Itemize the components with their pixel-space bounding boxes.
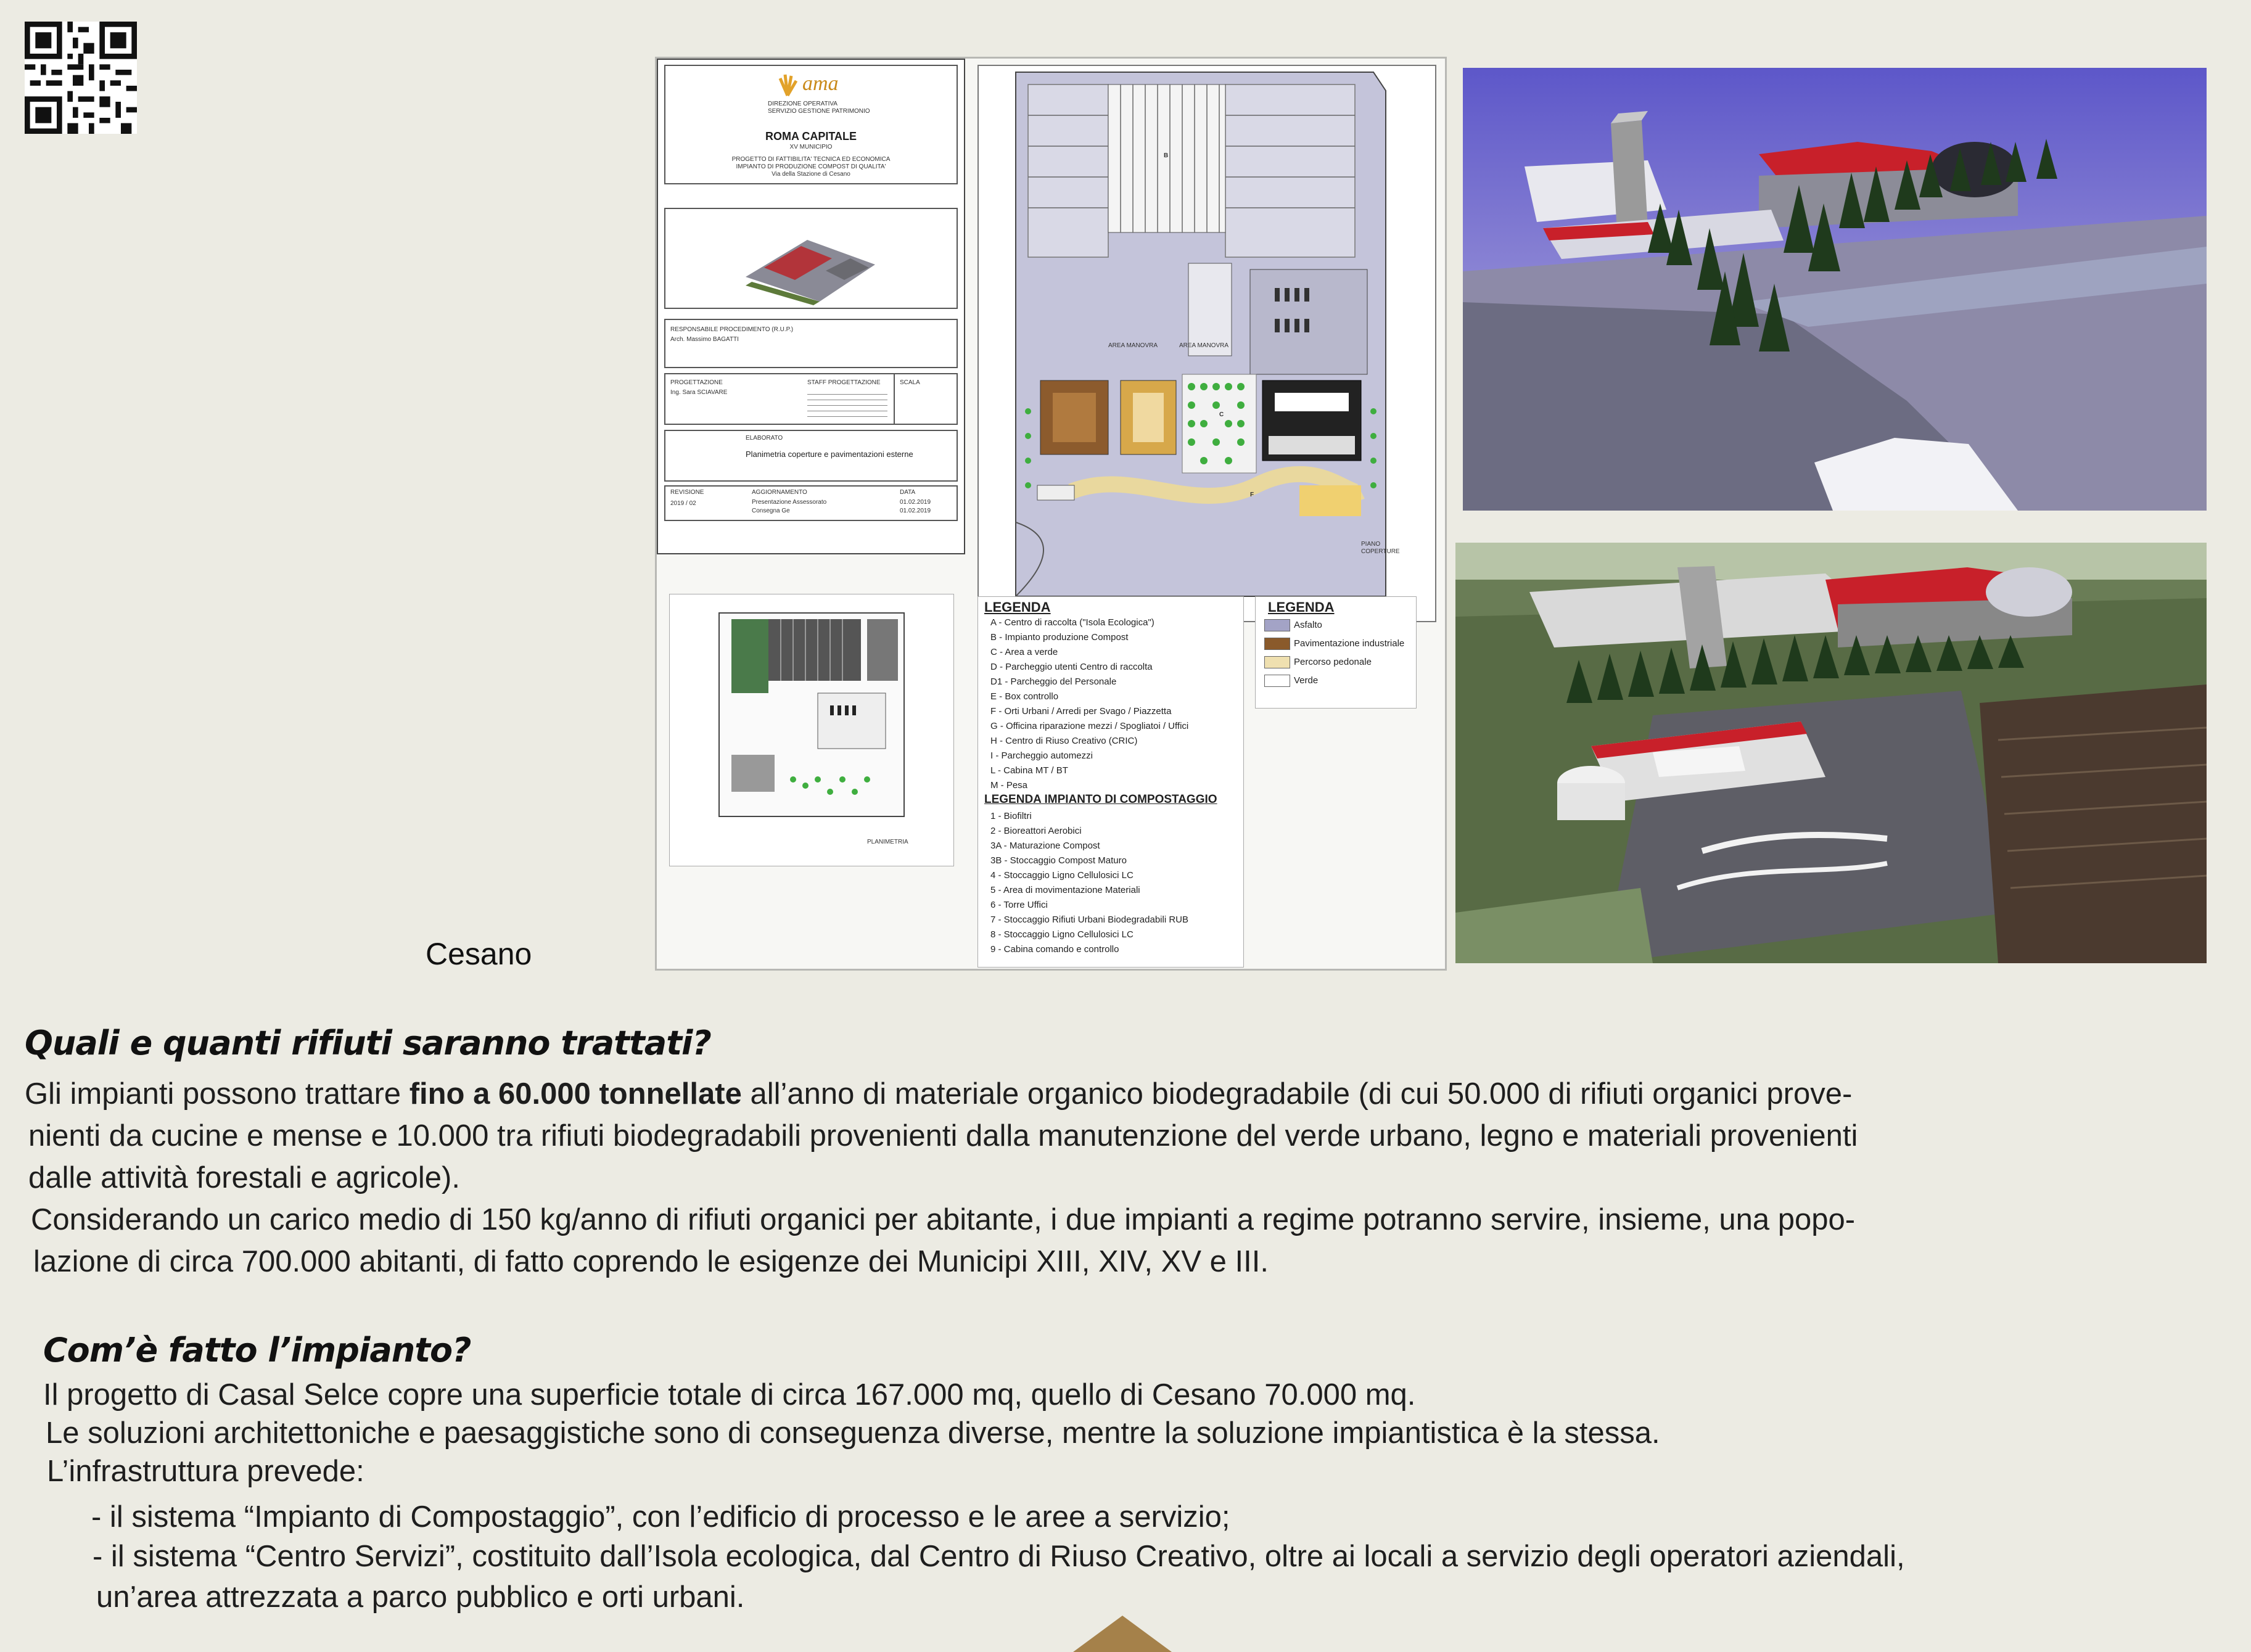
highlight-capacity: fino a 60.000 tonnellate <box>409 1077 742 1111</box>
plan-label-area-manovra: AREA MANOVRA <box>1108 342 1158 349</box>
section2-bullet: - il sistema “Centro Servizi”, costituito dall’Isola ecologica, dal Centro di Riuso Creativo, oltre ai locali a servizio degli operatori aziendali, <box>93 1540 1905 1573</box>
legend-main <box>977 596 1244 968</box>
legend-items <box>990 615 1188 793</box>
plan-corner-label: COPERTURE <box>1361 548 1400 555</box>
client-name: ROMA CAPITALE <box>765 130 857 142</box>
legend-item: L - Cabina MT / BT <box>990 765 1068 776</box>
surface-legend-item: Asfalto <box>1294 620 1322 630</box>
legend-item: E - Box controllo <box>990 691 1059 702</box>
plan-letter: B <box>1164 152 1169 159</box>
project-line-1: PROGETTO DI FATTIBILITA' TECNICA ED ECONOMICA <box>731 156 891 163</box>
legend-item: G - Officina riparazione mezzi / Spogliatoi / Uffici <box>990 721 1189 731</box>
drawing-title: Planimetria coperture e pavimentazioni esterne <box>746 450 913 459</box>
legend-item: F - Orti Urbani / Arredi per Svago / Piazzetta <box>990 706 1172 717</box>
small-plan-label: PLANIMETRIA <box>867 839 908 845</box>
update-row: Presentazione Assessorato <box>752 499 827 506</box>
compost-legend-item: 4 - Stoccaggio Ligno Cellulosici LC <box>990 870 1134 881</box>
compost-legend-items <box>990 809 1188 957</box>
legend-item: B - Impianto produzione Compost <box>990 632 1129 643</box>
section1-line: lazione di circa 700.000 abitanti, di fatto coprendo le esigenze dei Municipi XIII, XIV, XV e III. <box>33 1245 1269 1278</box>
surface-legend-item: Pavimentazione industriale <box>1294 638 1405 649</box>
asphalt-swatch <box>1264 619 1290 631</box>
surface-legend-item: Verde <box>1294 675 1319 686</box>
section2-bullet: - il sistema “Impianto di Compostaggio”, con l’edificio di processo e le aree a servizio; <box>91 1500 1230 1534</box>
scale-label: SCALA <box>900 379 920 386</box>
drawing-sheet <box>655 57 1447 971</box>
revision-box <box>664 485 958 521</box>
drawing-label: ELABORATO <box>746 435 783 442</box>
compost-legend-item: 1 - Biofiltri <box>990 811 1032 821</box>
legend-item: H - Centro di Riuso Creativo (CRIC) <box>990 736 1138 746</box>
section2-heading: Com’è fatto l’impianto? <box>43 1331 471 1370</box>
date-row: 01.02.2019 <box>900 508 931 514</box>
decorative-triangle <box>1073 1616 1172 1652</box>
update-label: AGGIORNAMENTO <box>752 489 807 496</box>
drawing-title-box <box>664 430 958 482</box>
update-row: Consegna Ge <box>752 508 790 514</box>
plan-label-area-manovra: AREA MANOVRA <box>1179 342 1229 349</box>
compost-legend-item: 6 - Torre Uffici <box>990 900 1048 910</box>
section2-line: L’infrastruttura prevede: <box>47 1455 364 1488</box>
divider <box>894 374 895 424</box>
aerial-render-2 <box>1455 543 2207 963</box>
rup-label: RESPONSABILE PROCEDIMENTO (R.U.P.) <box>670 326 794 333</box>
brand-sub-2: SERVIZIO GESTIONE PATRIMONIO <box>768 108 870 115</box>
designer-name: Ing. Sara SCIAVARE <box>670 389 728 396</box>
date-label: DATA <box>900 489 916 496</box>
aerial-render-1 <box>1463 68 2207 511</box>
rup-name: Arch. Massimo BAGATTI <box>670 336 739 343</box>
title-block-header <box>664 65 958 184</box>
staff-label: STAFF PROGETTAZIONE <box>807 379 881 386</box>
legend-item: M - Pesa <box>990 780 1028 791</box>
legend-title: LEGENDA <box>984 599 1051 615</box>
revision-label: REVISIONE <box>670 489 704 496</box>
section2-bullet-cont: un’area attrezzata a parco pubblico e orti urbani. <box>96 1580 745 1614</box>
small-site-plan <box>669 594 954 866</box>
project-line-3: Via della Stazione di Cesano <box>772 171 850 178</box>
title-block <box>657 59 965 554</box>
staff-list <box>807 389 887 419</box>
compost-legend-item: 5 - Area di movimentazione Materiali <box>990 885 1140 895</box>
section1-line: nienti da cucine e mense e 10.000 tra rifiuti biodegradabili provenienti dalla manutenzione del verde urbano, legno e materiali provenienti <box>28 1119 1858 1153</box>
green-area-swatch <box>1264 675 1290 687</box>
designer-box <box>664 373 958 425</box>
pedestrian-path-swatch <box>1264 656 1290 668</box>
plan-corner-label: PIANO <box>1361 541 1381 548</box>
legend-item: D - Parcheggio utenti Centro di raccolta <box>990 662 1153 672</box>
rup-box <box>664 319 958 368</box>
legend-item: A - Centro di raccolta ("Isola Ecologica") <box>990 617 1154 628</box>
brand-sub-1: DIREZIONE OPERATIVA <box>768 101 837 107</box>
surface-legend-title: LEGENDA <box>1268 599 1335 615</box>
ama-logo-icon <box>776 72 799 97</box>
brand-name: ama <box>802 72 839 95</box>
compost-legend-title: LEGENDA IMPIANTO DI COMPOSTAGGIO <box>984 793 1217 806</box>
site-plan <box>977 65 1436 622</box>
compost-legend-item: 3B - Stoccaggio Compost Maturo <box>990 855 1127 866</box>
compost-legend-item: 8 - Stoccaggio Ligno Cellulosici LC <box>990 929 1134 940</box>
qr-code <box>25 22 137 134</box>
industrial-floor-swatch <box>1264 638 1290 650</box>
section2-line: Le soluzioni architettoniche e paesaggistiche sono di conseguenza diverse, mentre la soluzione impiantistica è la stessa. <box>46 1416 1660 1450</box>
legend-item: C - Area a verde <box>990 647 1058 657</box>
render-thumbnail <box>664 208 958 309</box>
compost-legend-item: 2 - Bioreattori Aerobici <box>990 826 1082 836</box>
date-row: 01.02.2019 <box>900 499 931 506</box>
legend-surfaces <box>1255 596 1417 709</box>
legend-item: D1 - Parcheggio del Personale <box>990 676 1117 687</box>
section1-line: dalle attività forestali e agricole). <box>28 1161 460 1194</box>
section2-line: Il progetto di Casal Selce copre una superficie totale di circa 167.000 mq, quello di Cesano 70.000 mq. <box>43 1378 1416 1412</box>
project-line-2: IMPIANTO DI PRODUZIONE COMPOST DI QUALITA' <box>736 163 886 170</box>
designer-label: PROGETTAZIONE <box>670 379 723 386</box>
section1-line: Considerando un carico medio di 150 kg/anno di rifiuti organici per abitante, i due impianti a regime potranno servire, insieme, una popo- <box>31 1203 1856 1236</box>
plan-letter: C <box>1219 411 1224 418</box>
section1-line: Gli impianti possono trattare fino a 60.000 tonnellate all’anno di materiale organico biodegradabile (di cui 50.000 di rifiuti organici prove- <box>25 1077 1853 1111</box>
revision-value: 2019 / 02 <box>670 500 696 507</box>
compost-legend-item: 3A - Maturazione Compost <box>990 840 1100 851</box>
section1-heading: Quali e quanti rifiuti saranno trattati? <box>25 1024 711 1062</box>
municipio: XV MUNICIPIO <box>789 144 833 150</box>
surface-legend-item: Percorso pedonale <box>1294 657 1372 667</box>
plan-letter: F <box>1250 491 1254 498</box>
legend-item: I - Parcheggio automezzi <box>990 750 1093 761</box>
compost-legend-item: 9 - Cabina comando e controllo <box>990 944 1119 955</box>
caption-cesano: Cesano <box>426 937 532 971</box>
compost-legend-item: 7 - Stoccaggio Rifiuti Urbani Biodegradabili RUB <box>990 914 1188 925</box>
